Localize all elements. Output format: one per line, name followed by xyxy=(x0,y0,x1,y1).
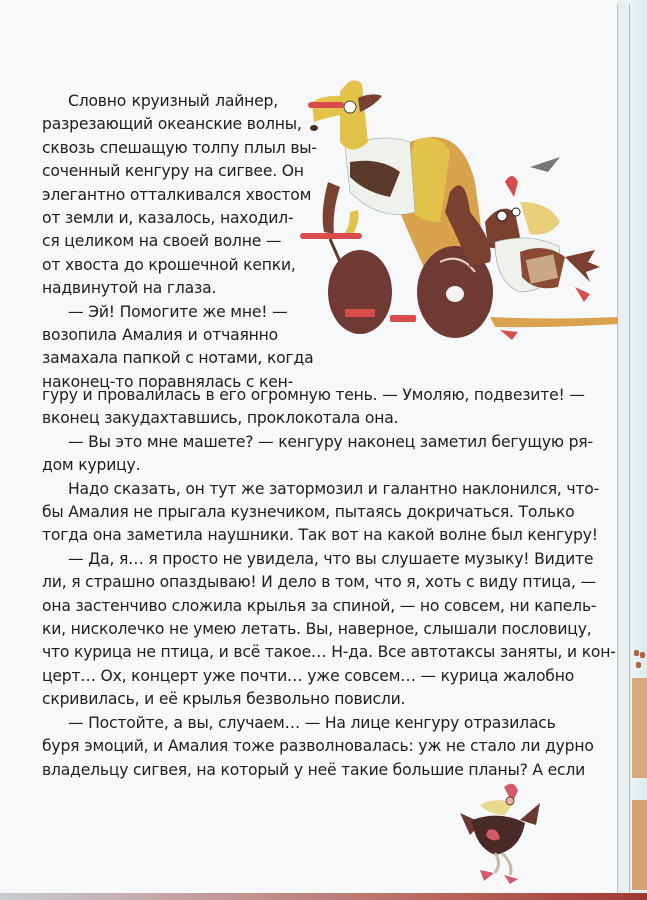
text-line: владельцу сигвея, на который у неё такие большие планы? А если xyxy=(42,760,586,779)
adjacent-page-art xyxy=(632,640,647,890)
text-line: от хвоста до крошечной кепки, xyxy=(42,255,296,274)
text-line: вконец закудахтавшись, проклокотала она. xyxy=(42,409,399,428)
text-line: ся целиком на своей волне — xyxy=(42,232,282,251)
text-line: — Да, я… я просто не увидела, что вы слушаете музыку! Видите xyxy=(68,549,594,568)
text-line: разрезающий океанские волны, xyxy=(42,115,302,134)
text-line: церт… Ох, концерт уже почти… уже совсем… — курица жалобно xyxy=(42,666,575,685)
narrow-text-column xyxy=(42,90,317,394)
text-line: она застенчиво сложила крылья за спиной, — но совсем, ни капель- xyxy=(42,596,597,615)
text-line: — Постойте, а вы, случаем… — На лице кенгуру отразилась xyxy=(68,713,556,732)
text-line: наконец-то поравнялась с кен- xyxy=(42,372,294,391)
text-line: гуру и провалилась в его огромную тень. — Умоляю, подвезите! — xyxy=(42,386,585,404)
text-line: дом курицу. xyxy=(42,456,141,475)
text-line: Словно круизный лайнер, xyxy=(68,92,278,110)
text-line: возопила Амалия и отчаянно xyxy=(42,326,278,345)
text-line: сквозь спешащую толпу плыл вы- xyxy=(42,138,317,157)
text-line: — Эй! Помогите же мне! — xyxy=(68,302,288,321)
running-chicken-illustration xyxy=(440,775,560,885)
text-line: Надо сказать, он тут же затормозил и галантно наклонился, что- xyxy=(68,479,600,498)
text-line: от земли и, казалось, находил- xyxy=(42,209,294,228)
text-line: — Вы это мне машете? — кенгуру наконец заметил бегущую ря- xyxy=(68,432,593,451)
text-line: надвинутой на глаза. xyxy=(42,279,217,298)
kangaroo-segway-illustration xyxy=(290,62,620,362)
text-line: буря эмоций, и Амалия тоже разволновалась: уж не стало ли дурно xyxy=(42,737,594,756)
book-cover-edge xyxy=(0,893,647,900)
page-edge-line xyxy=(629,4,630,900)
text-line: замахала папкой с нотами, когда xyxy=(42,349,314,368)
wide-text-column xyxy=(42,384,616,782)
text-line: бы Амалия не прыгала кузнечиком, пытаясь докричаться. Только xyxy=(42,503,575,522)
text-line: что курица не птица, и всё такое… Н-да. Все автотаксы заняты, и кон- xyxy=(42,643,616,662)
text-line: ли, я страшно опаздываю! И дело в том, что я, хоть с виду птица, — xyxy=(42,573,596,592)
text-line: элегантно отталкивался хвостом xyxy=(42,185,312,204)
text-line: соченный кенгуру на сигвее. Он xyxy=(42,162,304,181)
text-line: тогда она заметила наушники. Так вот на какой волне был кенгуру! xyxy=(42,526,598,545)
text-line: ки, нисколечко не умею летать. Вы, наверное, слышали пословицу, xyxy=(42,620,592,639)
text-line: скривилась, и её крылья безвольно повисли. xyxy=(42,690,406,709)
